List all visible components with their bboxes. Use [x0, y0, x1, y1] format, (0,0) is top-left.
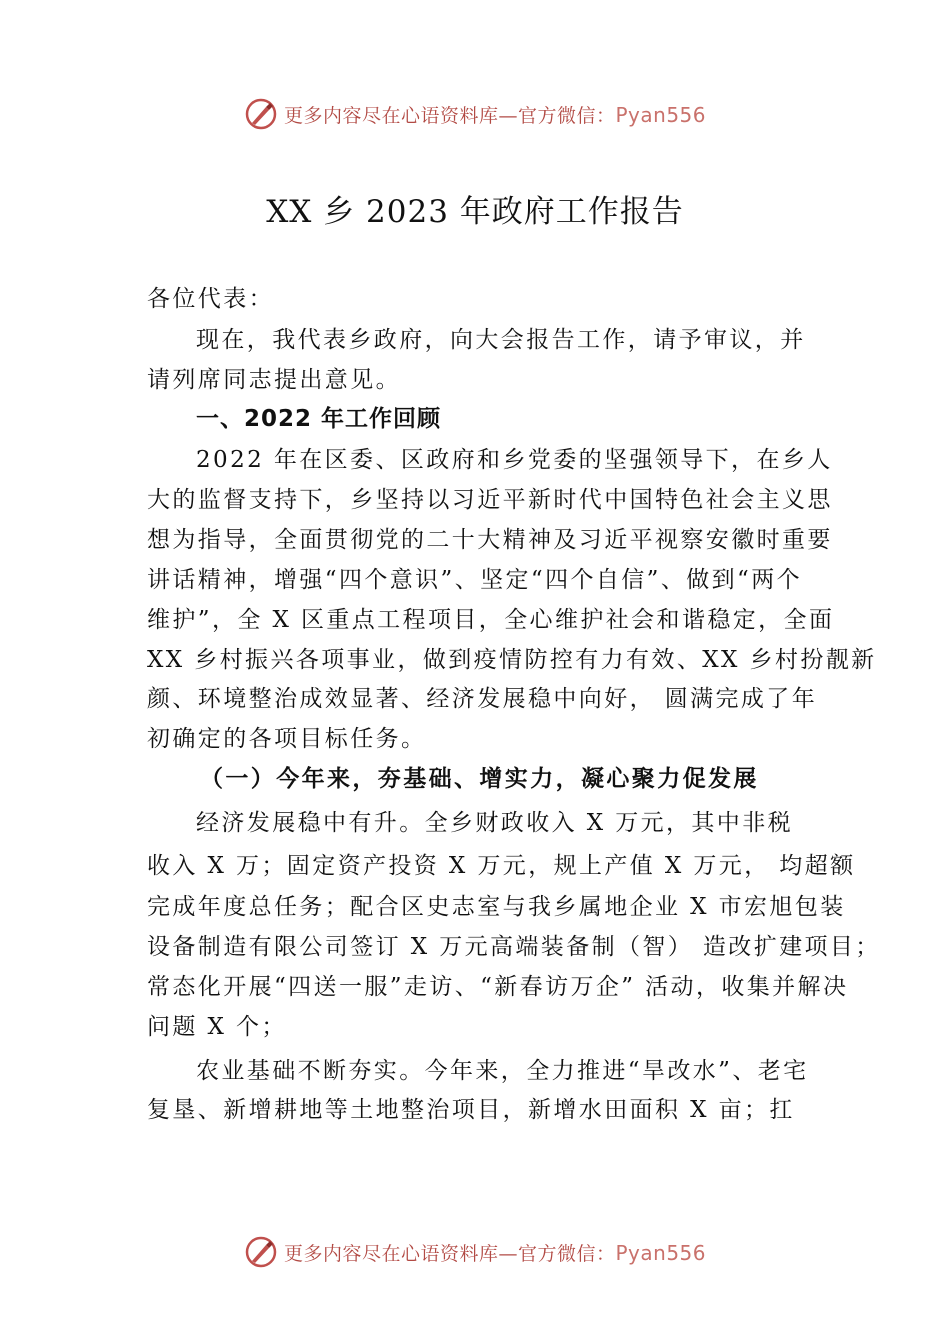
paragraph-line: 农业基础不断夯实。今年来，全力推进“旱改水”、老宅 — [196, 1058, 809, 1084]
pen-logo-icon — [244, 1235, 278, 1269]
paragraph-line: 讲话精神，增强“四个意识”、坚定“四个自信”、做到“两个 — [147, 567, 802, 593]
pen-logo-icon — [244, 97, 278, 131]
paragraph-line: 想为指导，全面贯彻党的二十大精神及习近平视察安徽时重要 — [147, 527, 833, 553]
wechat-id: Pyan556 — [615, 1240, 707, 1265]
paragraph-line: 常态化开展“四送一服”走访、“新春访万企” 活动，收集并解决 — [147, 974, 849, 1000]
wechat-id: Pyan556 — [615, 102, 707, 127]
paragraph-line: 颜、环境整治成效显著、经济发展稳中向好， 圆满完成了年 — [147, 686, 818, 712]
paragraph-line: 收入 X 万；固定资产投资 X 万元，规上产值 X 万元， 均超额 — [147, 853, 856, 879]
paragraph-line: 经济发展稳中有升。全乡财政收入 X 万元，其中非税 — [196, 810, 793, 836]
paragraph-line: 初确定的各项目标任务。 — [147, 726, 427, 752]
paragraph-line: 2022 年在区委、区政府和乡党委的坚强领导下，在乡人 — [196, 447, 833, 473]
paragraph-line: 维护”，全 X 区重点工程项目，全心维护社会和谐稳定，全面 — [147, 607, 835, 633]
paragraph-line: 请列席同志提出意见。 — [147, 367, 401, 393]
page-title: XX 乡 2023 年政府工作报告 — [266, 194, 684, 230]
footer-banner — [0, 1232, 950, 1272]
paragraph-line: 大的监督支持下，乡坚持以习近平新时代中国特色社会主义思 — [147, 487, 833, 513]
paragraph-line: 完成年度总任务；配合区史志室与我乡属地企业 X 市宏旭包装 — [147, 894, 846, 920]
paragraph-line: 设备制造有限公司签订 X 万元高端装备制（智） 造改扩建项目； — [147, 934, 881, 960]
paragraph-line: 现在，我代表乡政府，向大会报告工作，请予审议，并 — [196, 327, 806, 353]
banner-text: 更多内容尽在心语资料库—官方微信：Pyan556 — [283, 102, 707, 127]
header-banner — [0, 94, 950, 134]
salutation: 各位代表： — [147, 286, 274, 312]
paragraph-line: 问题 X 个； — [147, 1014, 287, 1040]
banner-text: 更多内容尽在心语资料库—官方微信：Pyan556 — [283, 1240, 707, 1265]
subsection-heading: （一）今年来，夯基础、增实力，凝心聚力促发展 — [200, 765, 759, 792]
paragraph-line: XX 乡村振兴各项事业，做到疫情防控有力有效、XX 乡村扮靓新 — [147, 647, 877, 673]
section-heading: 一、2022 年工作回顾 — [196, 406, 442, 432]
paragraph-line: 复垦、新增耕地等土地整治项目，新增水田面积 X 亩；扛 — [147, 1097, 795, 1123]
